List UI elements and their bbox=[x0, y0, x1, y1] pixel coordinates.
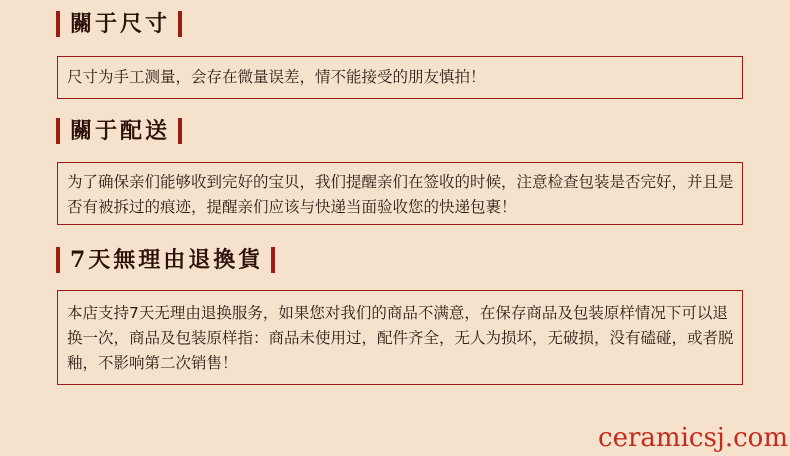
shipping-info-box bbox=[57, 162, 743, 225]
heading-title-shipping: 關于配送 bbox=[70, 118, 171, 144]
heading-title-returns: 7天無理由退換貨 bbox=[70, 247, 264, 273]
heading-bar-right bbox=[178, 118, 182, 144]
section-heading-returns bbox=[56, 245, 275, 275]
shipping-info-text: 为了确保亲们能够收到完好的宝贝，我们提醒亲们在签收的时候，注意检查包装是否完好，并且是否有被拆过的痕迹，提醒亲们应该与快递当面验收您的快递包裹！ bbox=[67, 173, 734, 216]
returns-info-text: 本店支持7天无理由退换服务，如果您对我们的商品不满意，在保存商品及包装原样情况下可以退换一次，商品及包装原样指：商品未使用过，配件齐全，无人为损坏，无破损，没有磕碰，或者脱釉，不影响第二次销售！ bbox=[67, 304, 734, 372]
section-heading-size bbox=[56, 9, 182, 39]
size-info-box bbox=[57, 56, 743, 99]
size-info-text: 尺寸为手工测量，会存在微量误差，情不能接受的朋友慎拍！ bbox=[67, 68, 486, 86]
returns-info-box bbox=[57, 290, 743, 385]
watermark-text: ceramicsj.com bbox=[598, 423, 788, 453]
heading-bar-right bbox=[178, 11, 182, 37]
section-heading-shipping bbox=[56, 116, 182, 146]
heading-bar-right bbox=[271, 247, 275, 273]
heading-title-size: 關于尺寸 bbox=[70, 11, 171, 37]
